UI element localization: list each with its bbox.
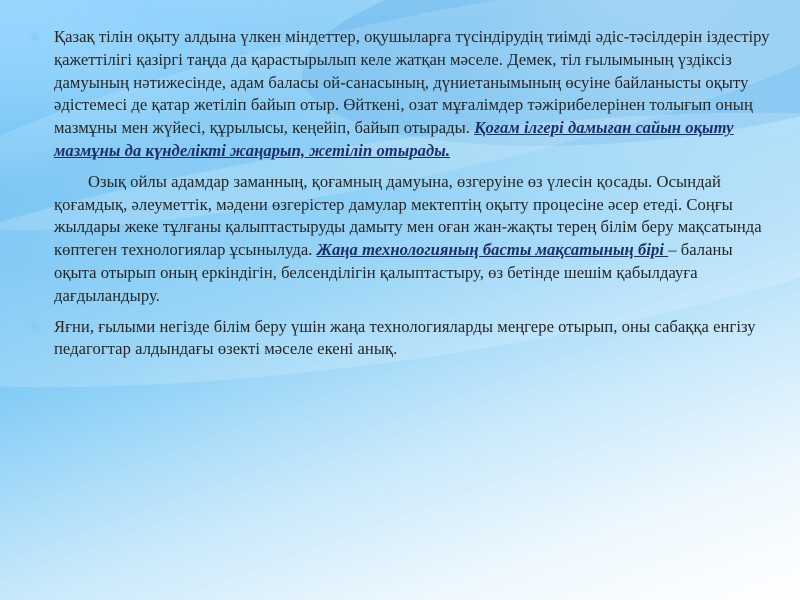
- paragraph-1: [26, 26, 776, 163]
- paragraph-text: Қазақ тілін оқыту алдына үлкен міндеттер, оқушыларға түсіндірудің тиімді әдіс-тәсілдерін іздестіру қажеттілігі қазіргі таңда да қарастырылып келе жатқан мәселе. Демек, тіл ғылымының үздіксіз дамуының нәтижесінде, адам баласы ой-санасының, дүниетанымының өсуіне байланысты оқыту әдістемесі де қатар жетіліп байып отыр. Өйткені, озат мұғалімдер тәжірибелерінен толығып оның мазмұны мен жүйесі, құрылысы, кеңейіп, байып отырады.: [54, 27, 770, 138]
- paragraph-text-after: – баланы оқыта отырып оның еркіндігін, белсенділігін қалыптастыру, өз бетінде шешім қабылдауға дағдыландыру.: [54, 240, 733, 305]
- paragraph-2: [26, 171, 776, 308]
- bullet-icon: ❊: [30, 30, 41, 44]
- emphasized-link[interactable]: Жаңа технологияның басты мақсатының бірі: [316, 240, 669, 260]
- slide-text-body: [26, 26, 776, 369]
- bullet-icon: ❊: [30, 174, 41, 189]
- emphasized-link[interactable]: Қоғам ілгері дамыған сайын оқыту мазмұны да күнделікті жаңарып, жетіліп отырады.: [54, 118, 734, 160]
- paragraph-3: [26, 316, 776, 362]
- paragraph-text: Яғни, ғылыми негізде білім беру үшін жаңа технологияларды меңгере отырып, оны сабаққа енгізу педагогтар алдындағы өзекті мәселе екені анық.: [54, 316, 756, 359]
- paragraph-text: Озық ойлы адамдар заманның, қоғамның дамуына, өзгеруіне өз үлесін қосады. Осындай қоғамдық, әлеуметтік, мәдени өзгерістер дамулар мектептің оқыту процесіне әсер етеді. Соңғы жылдары жеке тұлғаны қалыптастыруды дамыту мен оған жан-жақты терең білім беру мақсатында көптеген технологиялар ұсынылуда.: [54, 171, 762, 260]
- bullet-icon: ❊: [30, 319, 41, 334]
